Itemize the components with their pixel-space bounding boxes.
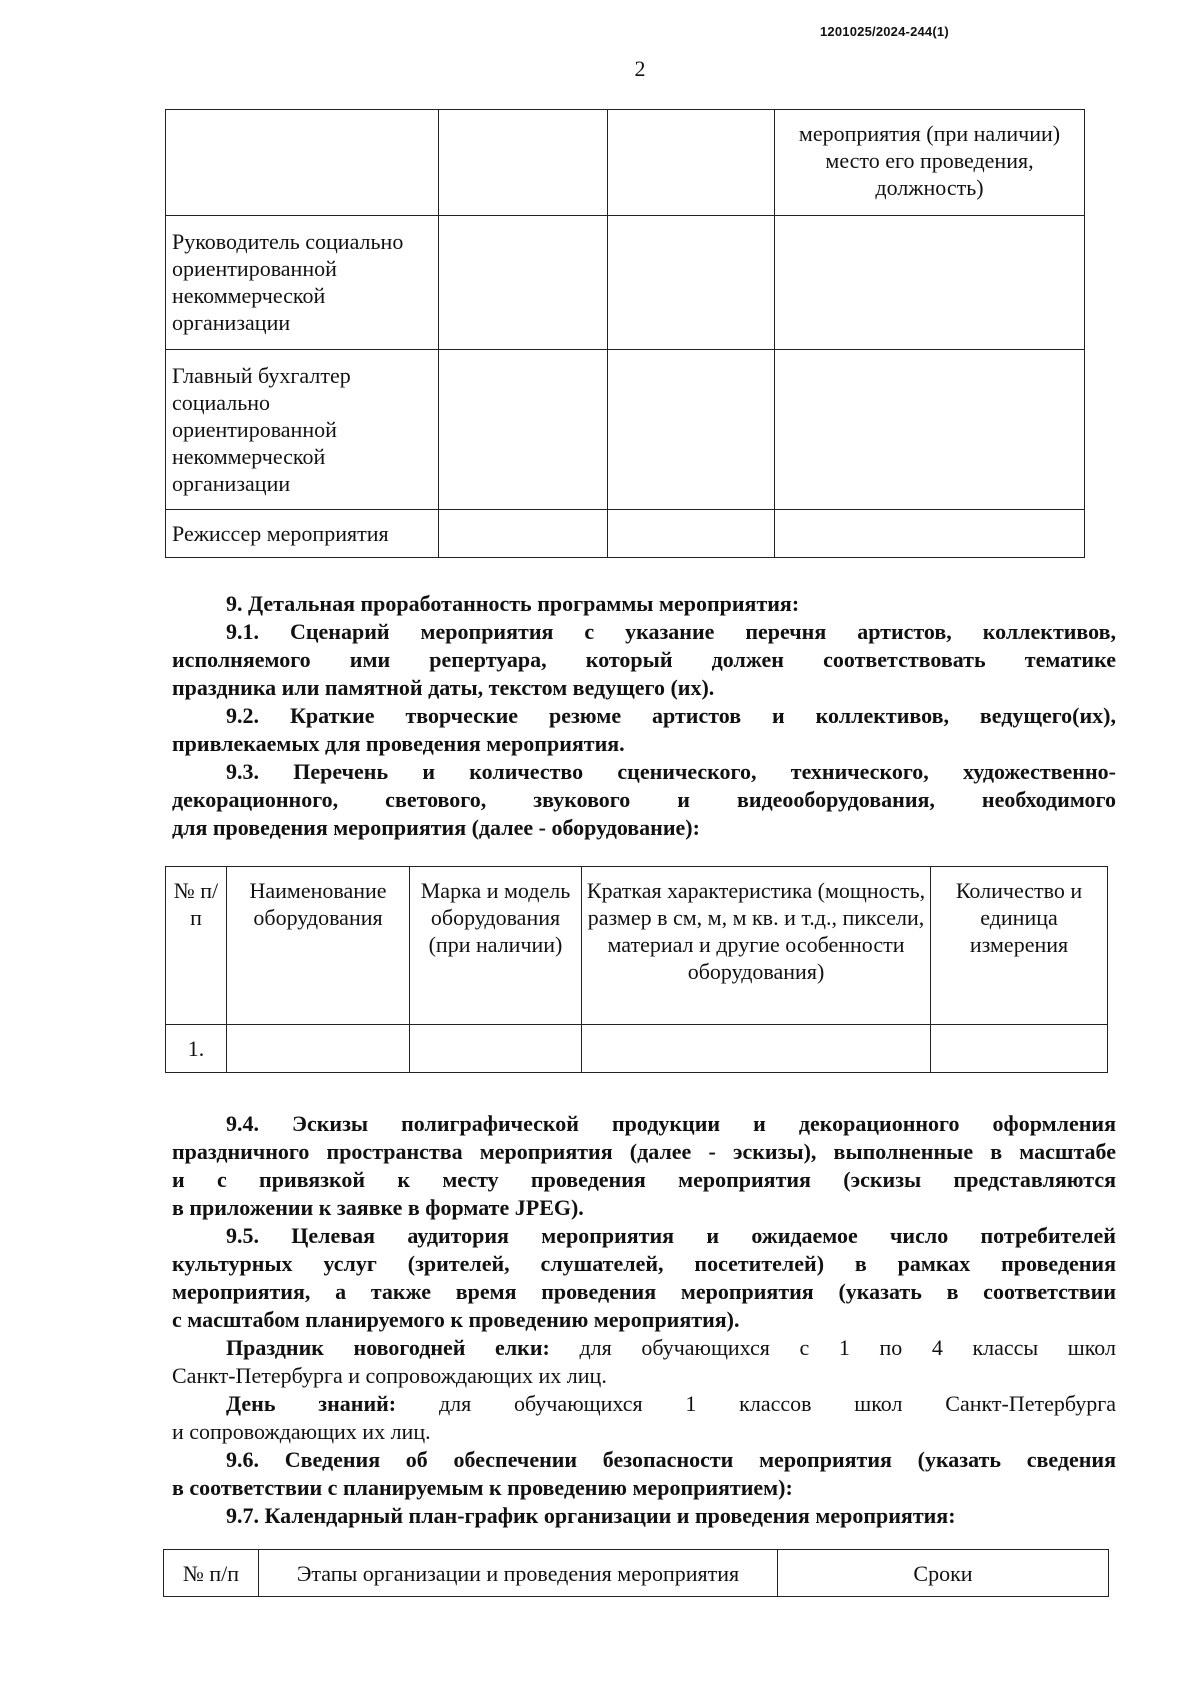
event-name: День знаний: [226, 1391, 397, 1416]
event-name: Праздник новогодней елки: [226, 1335, 550, 1360]
text-line: праздника или памятной даты, текстом ведущего (их). [172, 675, 715, 700]
equipment-table [165, 866, 1108, 1073]
table-cell [608, 350, 775, 510]
table-cell: Руководитель социально ориентированной некоммерческой организации [166, 216, 439, 350]
text-line: и с привязкой к месту проведения мероприятия (эскизы представляются [172, 1167, 1116, 1192]
table-row [166, 510, 1085, 558]
text-line: 9.2. Краткие творческие резюме артистов и коллективов, ведущего(их), [226, 703, 1116, 728]
text-line: 9.3. Перечень и количество сценического, технического, художественно- [226, 759, 1116, 784]
table-cell [439, 510, 608, 558]
table-cell [931, 1025, 1108, 1073]
table-header-cell: Количество и единица измерения [931, 867, 1108, 1025]
table-header-cell: Марка и модель оборудования (при наличии) [410, 867, 582, 1025]
page-number: 2 [634, 56, 646, 81]
table-cell [410, 1025, 582, 1073]
table-cell [608, 510, 775, 558]
section-9-block [172, 590, 1116, 842]
text-line: исполняемого ими репертуара, который должен соответствовать тематике [172, 647, 1116, 672]
table-cell [439, 110, 608, 216]
section-heading: 9. Детальная проработанность программы мероприятия: [226, 591, 800, 616]
staff-table [165, 109, 1085, 558]
text-line: 9.4. Эскизы полиграфической продукции и декорационного оформления [226, 1111, 1116, 1136]
text-line: с масштабом планируемого к проведению мероприятия). [172, 1307, 740, 1332]
paragraph-9-7: 9.7. Календарный план-график организации и проведения мероприятия: [226, 1503, 956, 1528]
table-cell: мероприятия (при наличии) место его проведения, должность) [775, 110, 1085, 216]
text-line: Санкт-Петербурга и сопровождающих их лиц. [172, 1363, 607, 1388]
table-header-cell: Этапы организации и проведения мероприятия [259, 1550, 778, 1597]
table-cell: Главный бухгалтер социально ориентированной некоммерческой организации [166, 350, 439, 510]
table-row [166, 216, 1085, 350]
text-line: 9.1. Сценарий мероприятия с указание перечня артистов, коллективов, [226, 619, 1116, 644]
text-line [172, 1390, 1116, 1418]
event-audience: для обучающихся 1 классов школ Санкт-Петербурга [438, 1391, 1117, 1416]
text-line: в соответствии с планируемым к проведению мероприятием): [172, 1475, 793, 1500]
table-cell [166, 110, 439, 216]
event-audience: для обучающихся с 1 по 4 классы школ [579, 1335, 1116, 1360]
text-line: декорационного, светового, звукового и видеооборудования, необходимого [172, 787, 1116, 812]
table-header-cell: Наименование оборудования [227, 867, 410, 1025]
table-header-cell: № п/п [164, 1550, 259, 1597]
paragraph-9-6 [172, 1446, 1116, 1530]
text-line: мероприятия, а также время проведения мероприятия (указать в соответствии [172, 1279, 1116, 1304]
text-line: и сопровождающих их лиц. [172, 1419, 431, 1444]
audience-details [172, 1334, 1116, 1446]
text-line: культурных услуг (зрителей, слушателей, посетителей) в рамках проведения [172, 1251, 1116, 1276]
table-row [166, 1025, 1108, 1073]
paragraph-9-4 [172, 1110, 1116, 1334]
table-cell [582, 1025, 931, 1073]
table-header-cell: № п/п [166, 867, 227, 1025]
table-cell: 1. [166, 1025, 227, 1073]
text-line: праздничного пространства мероприятия (далее - эскизы), выполненные в масштабе [172, 1139, 1116, 1164]
table-row [166, 110, 1085, 216]
table-row [166, 350, 1085, 510]
table-cell [775, 350, 1085, 510]
schedule-table [163, 1549, 1109, 1597]
table-header-cell: Сроки [778, 1550, 1109, 1597]
text-line [172, 1334, 1116, 1362]
text-line: привлекаемых для проведения мероприятия. [172, 731, 625, 756]
table-cell [227, 1025, 410, 1073]
text-line: в приложении к заявке в формате JPEG). [172, 1195, 584, 1220]
table-cell [608, 110, 775, 216]
text-line: 9.5. Целевая аудитория мероприятия и ожидаемое число потребителей [226, 1223, 1116, 1248]
table-cell [775, 510, 1085, 558]
table-cell [775, 216, 1085, 350]
table-header-row [166, 867, 1108, 1025]
text-line: для проведения мероприятия (далее - оборудование): [172, 815, 700, 840]
table-cell [439, 216, 608, 350]
table-header-row [164, 1550, 1109, 1597]
table-header-cell: Краткая характеристика (мощность, размер в см, м, м кв. и т.д., пиксели, материал и другие особенности оборудования) [582, 867, 931, 1025]
table-cell: Режиссер мероприятия [166, 510, 439, 558]
document-number: 1201025/2024-244(1) [820, 24, 949, 39]
table-cell [608, 216, 775, 350]
text-line: 9.6. Сведения об обеспечении безопасности мероприятия (указать сведения [226, 1447, 1116, 1472]
table-cell [439, 350, 608, 510]
